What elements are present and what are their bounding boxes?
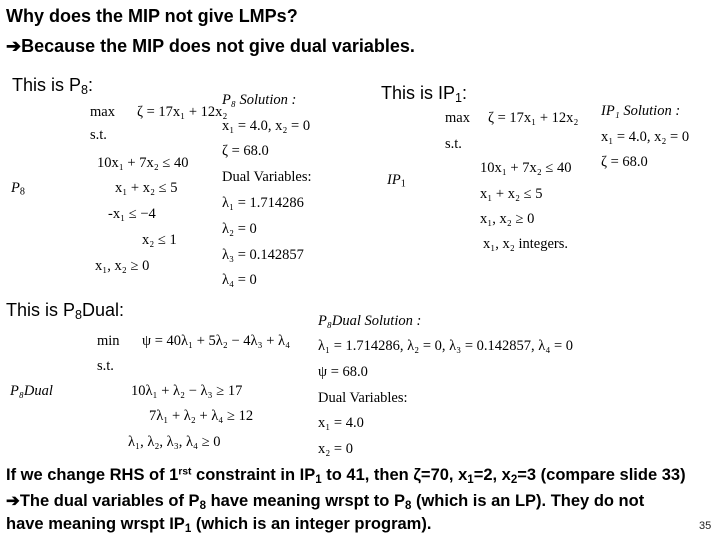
slide-subtitle-row (6, 36, 415, 57)
footer-line-3-sub: 1 (184, 522, 192, 535)
right-arrow-icon: ➔ (6, 36, 22, 56)
ip1-objective: ζ = 17x₁ + 12x₂ (488, 110, 579, 126)
p8-label (12, 75, 93, 96)
footer-line-1-text-a: If we change RHS of 1 (6, 466, 179, 484)
ip1-label-suffix: : (462, 83, 468, 103)
p8dual-constraint-3: λ₁, λ₂, λ₃, λ₄ ≥ 0 (128, 434, 221, 450)
p8-constraint-2: x₁ + x₂ ≤ 5 (115, 180, 178, 196)
p8dual-st: s.t. (97, 358, 114, 374)
footer-line-1-text-c: to 41, then ζ=70, x (321, 466, 468, 484)
footer-line-1-sub: 1 (315, 473, 322, 486)
p8dual-constraint-2: 7λ₁ + λ₂ + λ₄ ≥ 12 (149, 408, 254, 424)
ip1-constraint-2: x₁ + x₂ ≤ 5 (480, 186, 543, 202)
ip1-constraint-4: x₁, x₂ integers. (483, 236, 569, 252)
p8dual-min: min (97, 333, 120, 349)
p8-solution-line-5: λ₂ = 0 (222, 221, 257, 237)
footer-line-2-text-b: have meaning wrspt to P (205, 492, 405, 510)
p8-solution-line-4: λ₁ = 1.714286 (222, 195, 304, 211)
p8dual-solution-line-4: x₁ = 4.0 (318, 415, 364, 431)
footer-line-1-text-d: =2, x (473, 466, 511, 484)
ip1-st: s.t. (445, 136, 462, 152)
p8-label-text: This is P (12, 75, 82, 95)
p8dual-label-suffix: Dual: (82, 300, 125, 320)
p8dual-solution-line-5: x₂ = 0 (318, 441, 353, 457)
p8dual-solution-line-3: Dual Variables: (318, 390, 408, 406)
ip1-solution-line-2: ζ = 68.0 (601, 154, 648, 170)
footer-line-2-sub: 8 (199, 499, 206, 512)
p8-constraint-4: x₂ ≤ 1 (142, 232, 177, 248)
p8dual-solution-line-1: λ₁ = 1.714286, λ₂ = 0, λ₃ = 0.142857, λ₄ = 0 (318, 338, 574, 354)
footer-line-2-text-a: The dual variables of P (19, 492, 200, 510)
page-number: 35 (699, 520, 712, 532)
p8-solution-title: P₈ Solution : (222, 92, 297, 108)
ip1-solution-line-1: x₁ = 4.0, x₂ = 0 (601, 129, 690, 145)
p8-st: s.t. (90, 127, 107, 143)
p8-constraint-3: -x₁ ≤ −4 (108, 206, 156, 222)
footer-line-1-sub2: 1 (467, 473, 474, 486)
ip1-side-label-sub: 1 (400, 178, 406, 190)
footer-line-3 (6, 515, 431, 534)
ip1-constraint-1: 10x₁ + 7x₂ ≤ 40 (480, 160, 572, 176)
p8dual-label (6, 300, 124, 321)
p8dual-solution-line-2: ψ = 68.0 (318, 364, 368, 380)
footer-line-3-text-b: (which is an integer program). (191, 515, 432, 533)
p8-label-sub: 8 (81, 83, 89, 98)
ip1-solution-title: IP₁ Solution : (601, 103, 681, 119)
right-arrow-icon: ➔ (6, 492, 20, 510)
p8-solution-line-2: ζ = 68.0 (222, 143, 269, 159)
p8-side-label (11, 180, 25, 197)
footer-line-2 (6, 491, 644, 511)
p8-constraint-1: 10x₁ + 7x₂ ≤ 40 (97, 155, 189, 171)
p8dual-constraint-1: 10λ₁ + λ₂ − λ₃ ≥ 17 (131, 383, 243, 399)
p8-solution-line-3: Dual Variables: (222, 169, 312, 185)
footer-line-1-sup: rst (178, 466, 192, 478)
ip1-label-sub: 1 (455, 91, 463, 106)
p8-objective: ζ = 17x₁ + 12x₂ (137, 104, 228, 120)
p8dual-objective: ψ = 40λ₁ + 5λ₂ − 4λ₃ + λ₄ (142, 333, 291, 349)
footer-line-1-sub3: 2 (510, 473, 518, 486)
ip1-side-label-text: IP (387, 172, 401, 188)
footer-line-2-text-c: (which is an LP). They do not (411, 492, 645, 510)
p8-solution-line-6: λ₃ = 0.142857 (222, 247, 304, 263)
p8-solution-line-7: λ₄ = 0 (222, 272, 257, 288)
footer-line-1 (6, 466, 686, 485)
ip1-constraint-3: x₁, x₂ ≥ 0 (480, 211, 535, 227)
footer-line-1-text-e: =3 (compare slide 33) (517, 466, 686, 484)
slide-title: Why does the MIP not give LMPs? (6, 6, 298, 26)
ip1-max: max (445, 110, 470, 126)
footer-line-3-text-a: have meaning wrspt IP (6, 515, 185, 533)
p8-max: max (90, 104, 115, 120)
p8dual-label-text: This is P (6, 300, 76, 320)
p8-solution-line-1: x₁ = 4.0, x₂ = 0 (222, 118, 311, 134)
ip1-side-label (387, 172, 406, 189)
ip1-label-text: This is IP (381, 83, 456, 103)
p8-label-suffix: : (88, 75, 94, 95)
p8-constraint-5: x₁, x₂ ≥ 0 (95, 258, 150, 274)
p8dual-label-sub: 8 (75, 308, 83, 323)
ip1-label (381, 83, 467, 104)
footer-line-1-text-b: constraint in IP (191, 466, 316, 484)
p8-side-label-text: P (11, 180, 20, 196)
p8dual-solution-title: P₈Dual Solution : (318, 313, 422, 329)
slide-subtitle: Because the MIP does not give dual variables. (21, 36, 415, 56)
p8dual-side-label: P₈Dual (10, 383, 53, 399)
footer-line-2-sub2: 8 (404, 499, 412, 512)
p8-side-label-sub: 8 (19, 186, 25, 198)
